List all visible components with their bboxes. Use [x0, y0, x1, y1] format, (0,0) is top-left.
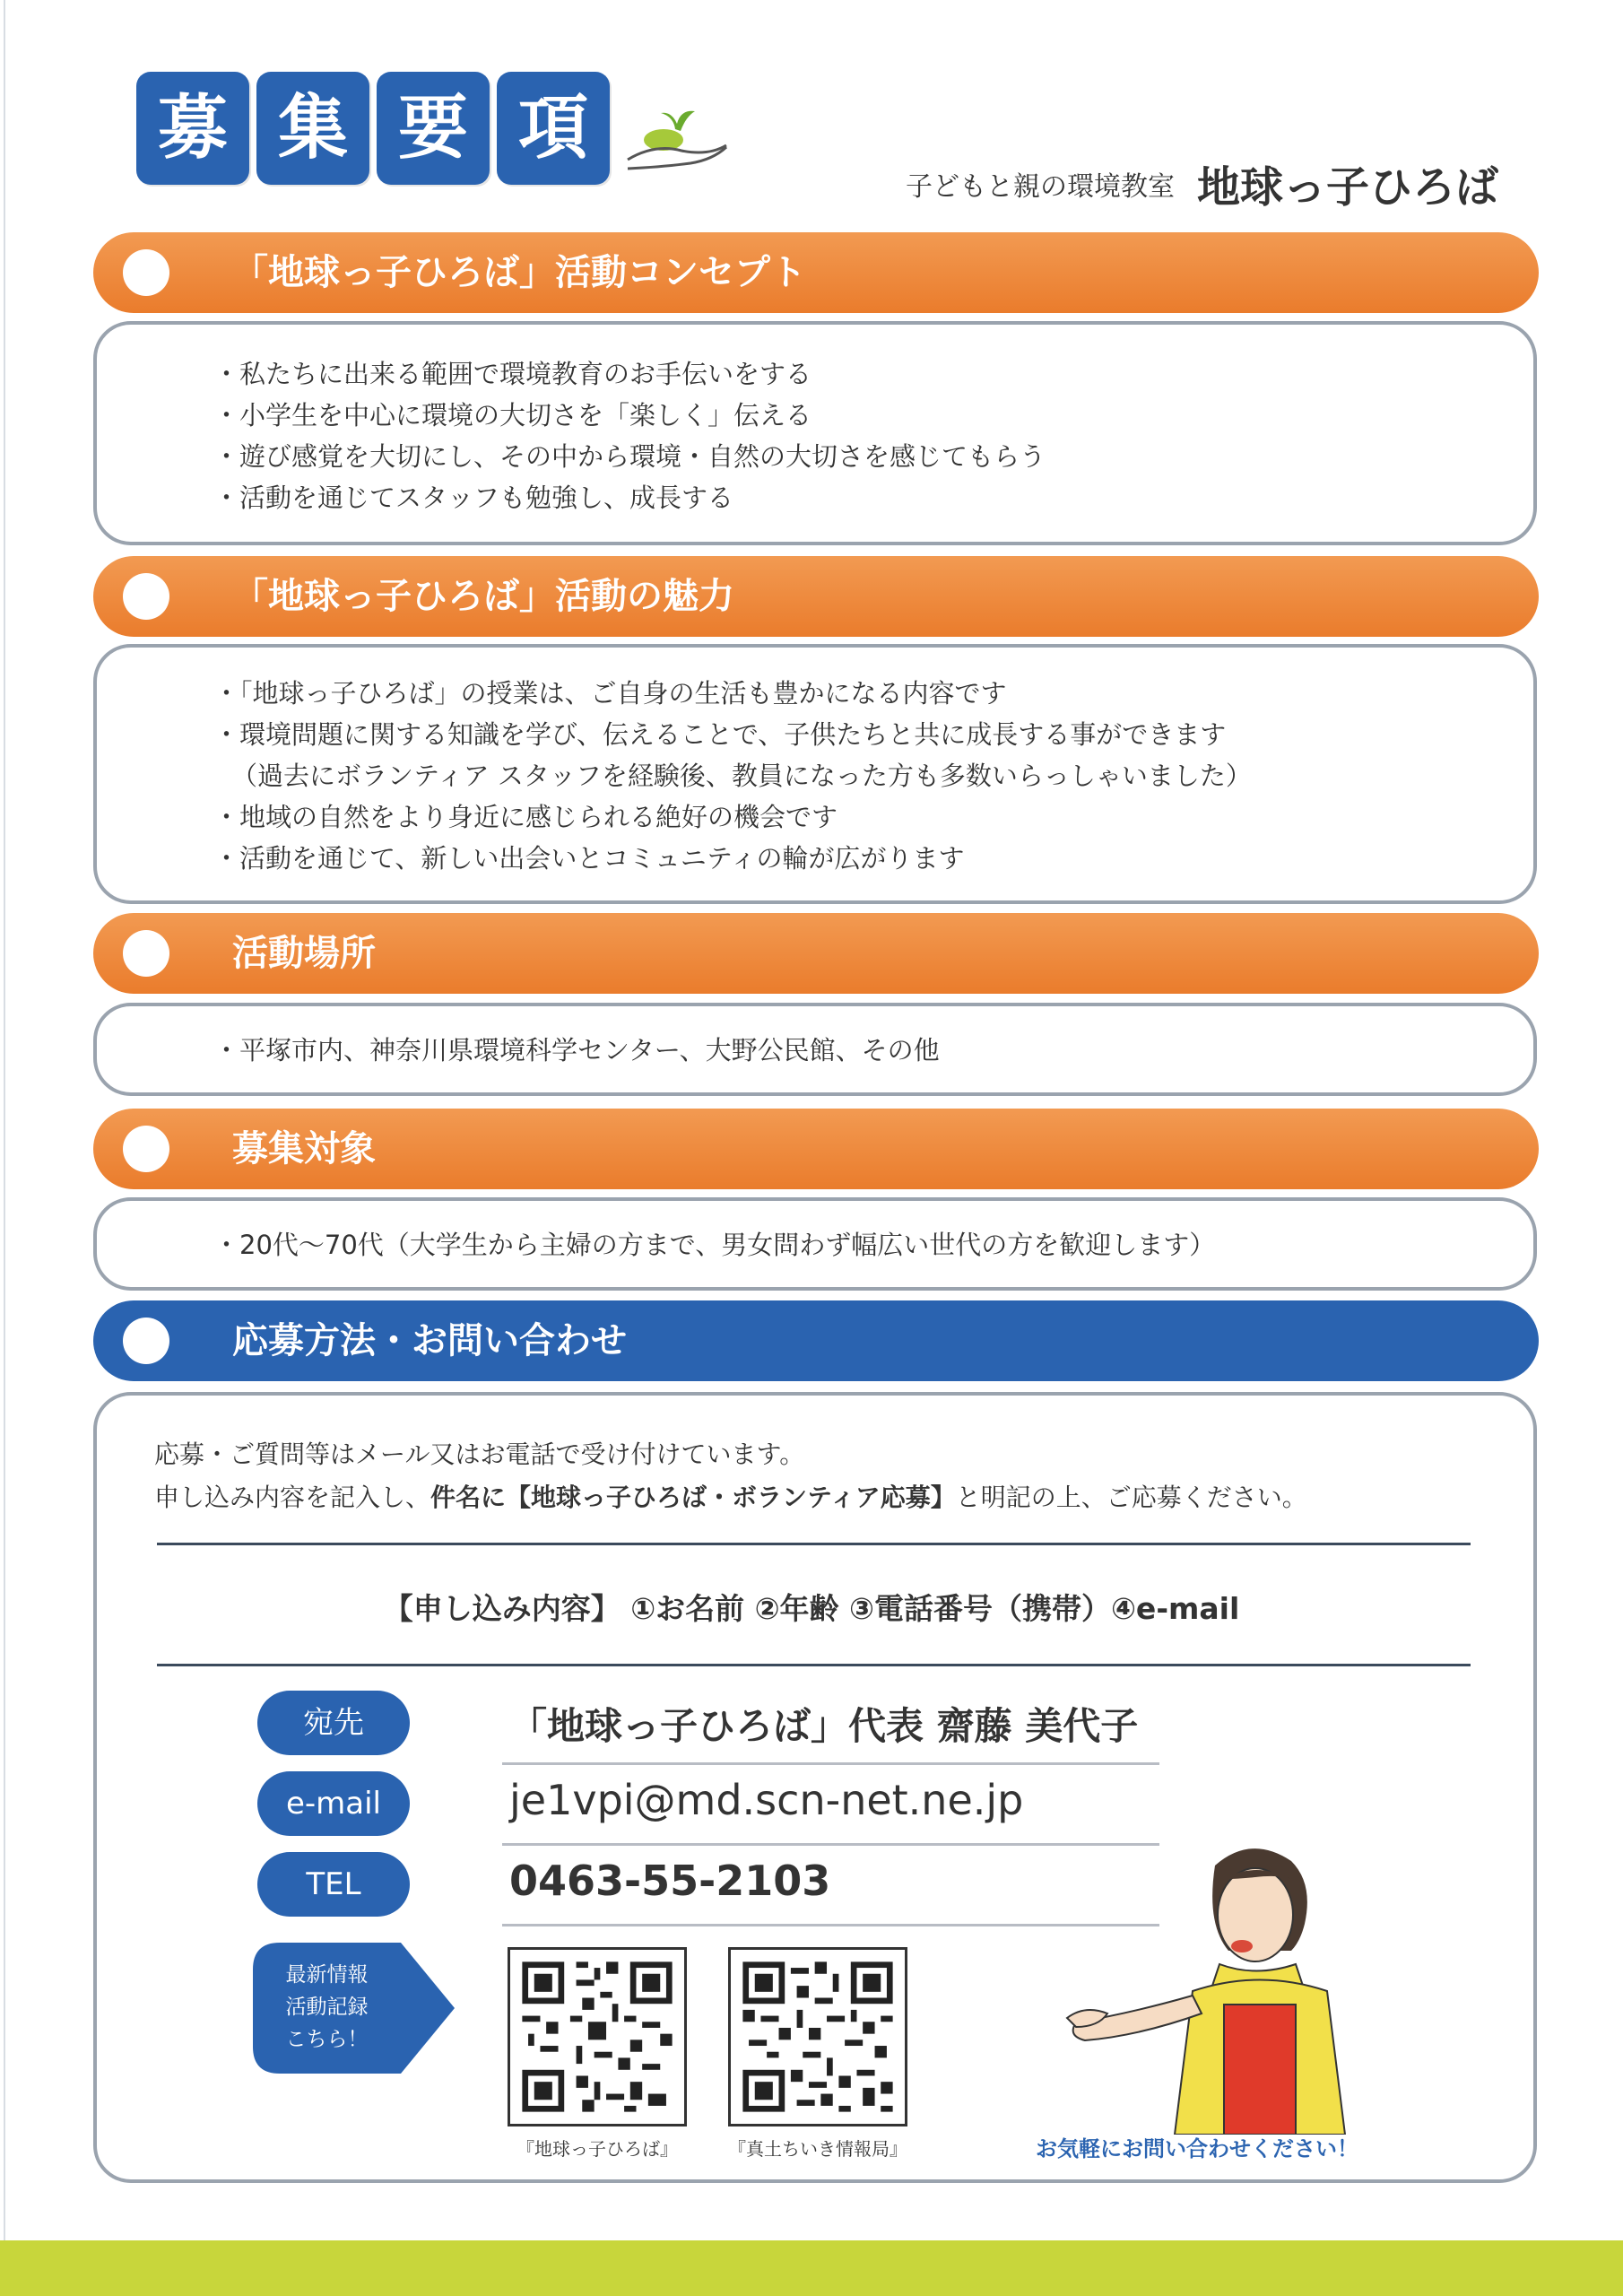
intro-text: 申し込み内容を記入し、 — [154, 1483, 431, 1512]
field-value-email[interactable]: je1vpi@md.scn-net.ne.jp — [509, 1776, 1024, 1824]
list-item: ・地域の自然をより身近に感じられる絶好の機会です — [213, 802, 838, 832]
latest-info-tag — [253, 1943, 455, 2074]
qr-code-chikyukko-hiroba[interactable] — [508, 1947, 687, 2126]
section-heading: 募集対象 — [232, 1128, 376, 1170]
org-name: 地球っ子ひろば — [1197, 162, 1499, 213]
section-heading: 「地球っ子ひろば」活動の魅力 — [232, 576, 734, 617]
contact-intro-line2 — [154, 1476, 1307, 1519]
subtitle: 子どもと親の環境教室 — [906, 171, 1175, 203]
bullet-circle-icon — [123, 1318, 169, 1364]
field-label-recipient: 宛先 — [257, 1691, 410, 1755]
apply-items: 【申し込み内容】 ①お名前 ②年齢 ③電話番号（携帯）④e-mail — [383, 1591, 1240, 1626]
section-heading: 活動場所 — [232, 933, 376, 974]
section-heading: 「地球っ子ひろば」活動コンセプト — [232, 252, 806, 293]
divider — [157, 1664, 1471, 1666]
staff-woman-illustration — [1040, 1830, 1363, 2135]
qr-code-shindo-chiiki[interactable] — [728, 1947, 907, 2126]
field-label-email: e-mail — [257, 1771, 410, 1836]
section-header-concept — [93, 232, 1539, 313]
field-label-tel: TEL — [257, 1852, 410, 1917]
list-item: ・活動を通じて、新しい出会いとコミュニティの輪が広がります — [213, 843, 965, 874]
footer-band — [0, 2240, 1623, 2296]
section-header-target — [93, 1109, 1539, 1189]
page-edge-rule — [4, 0, 5, 2240]
title-tile: 募 — [136, 72, 249, 185]
section-box-concept — [93, 321, 1537, 545]
qr-pattern-icon — [510, 1950, 684, 2124]
bullet-circle-icon — [123, 249, 169, 296]
list-item: （過去にボランティア スタッフを経験後、教員になった方も多数いらっしゃいました） — [231, 761, 1252, 791]
section-header-location — [93, 913, 1539, 994]
title-tile: 要 — [377, 72, 490, 185]
sprout-in-hand-icon — [623, 97, 731, 182]
section-header-appeal — [93, 556, 1539, 637]
list-item: ・平塚市内、神奈川県環境科学センター、大野公民館、その他 — [213, 1035, 940, 1065]
intro-text: と明記の上、ご応募ください。 — [955, 1483, 1307, 1512]
call-message: お気軽にお問い合わせください！ — [1036, 2136, 1358, 2161]
section-box-location — [93, 1003, 1537, 1096]
field-value-tel[interactable]: 0463-55-2103 — [509, 1857, 831, 1905]
list-item: ・活動を通じてスタッフも勉強し、成長する — [213, 483, 734, 513]
section-box-target — [93, 1197, 1537, 1291]
title-tile: 項 — [497, 72, 610, 185]
section-heading: 応募方法・お問い合わせ — [232, 1320, 627, 1361]
list-item: ・遊び感覚を大切にし、その中から環境・自然の大切さを感じてもらう — [213, 441, 1046, 472]
field-value-recipient: 「地球っ子ひろば」代表 齋藤 美代子 — [509, 1704, 1139, 1748]
qr-caption: 『地球っ子ひろば』 — [516, 2138, 678, 2160]
tag-line: 活動記録 — [285, 1996, 369, 2019]
tag-line: 最新情報 — [285, 1963, 369, 1987]
bullet-circle-icon — [123, 930, 169, 977]
list-item: ・小学生を中心に環境の大切さを「楽しく」伝える — [213, 400, 812, 430]
contact-intro-line1: 応募・ご質問等はメール又はお電話で受け付けています。 — [154, 1439, 805, 1469]
list-item: ・20代〜70代（大学生から主婦の方まで、男女問わず幅広い世代の方を歓迎します） — [213, 1230, 1216, 1260]
list-item: ・「地球っ子ひろば」の授業は、ご自身の生活も豊かになる内容です — [213, 678, 1007, 709]
title-tiles — [136, 72, 610, 185]
qr-caption: 『真土ちいき情報局』 — [728, 2138, 907, 2160]
bullet-circle-icon — [123, 1126, 169, 1172]
divider — [157, 1543, 1471, 1545]
intro-subject-bold: 件名に【地球っ子ひろば・ボランティア応募】 — [430, 1483, 956, 1512]
bullet-circle-icon — [123, 573, 169, 620]
tag-line: こちら！ — [285, 2028, 369, 2051]
section-header-contact — [93, 1300, 1539, 1381]
section-box-appeal — [93, 644, 1537, 904]
field-underline — [502, 1762, 1159, 1765]
qr-pattern-icon — [731, 1950, 905, 2124]
title-tile: 集 — [256, 72, 369, 185]
list-item: ・私たちに出来る範囲で環境教育のお手伝いをする — [213, 359, 812, 389]
list-item: ・環境問題に関する知識を学び、伝えることで、子供たちと共に成長する事ができます — [213, 719, 1227, 750]
